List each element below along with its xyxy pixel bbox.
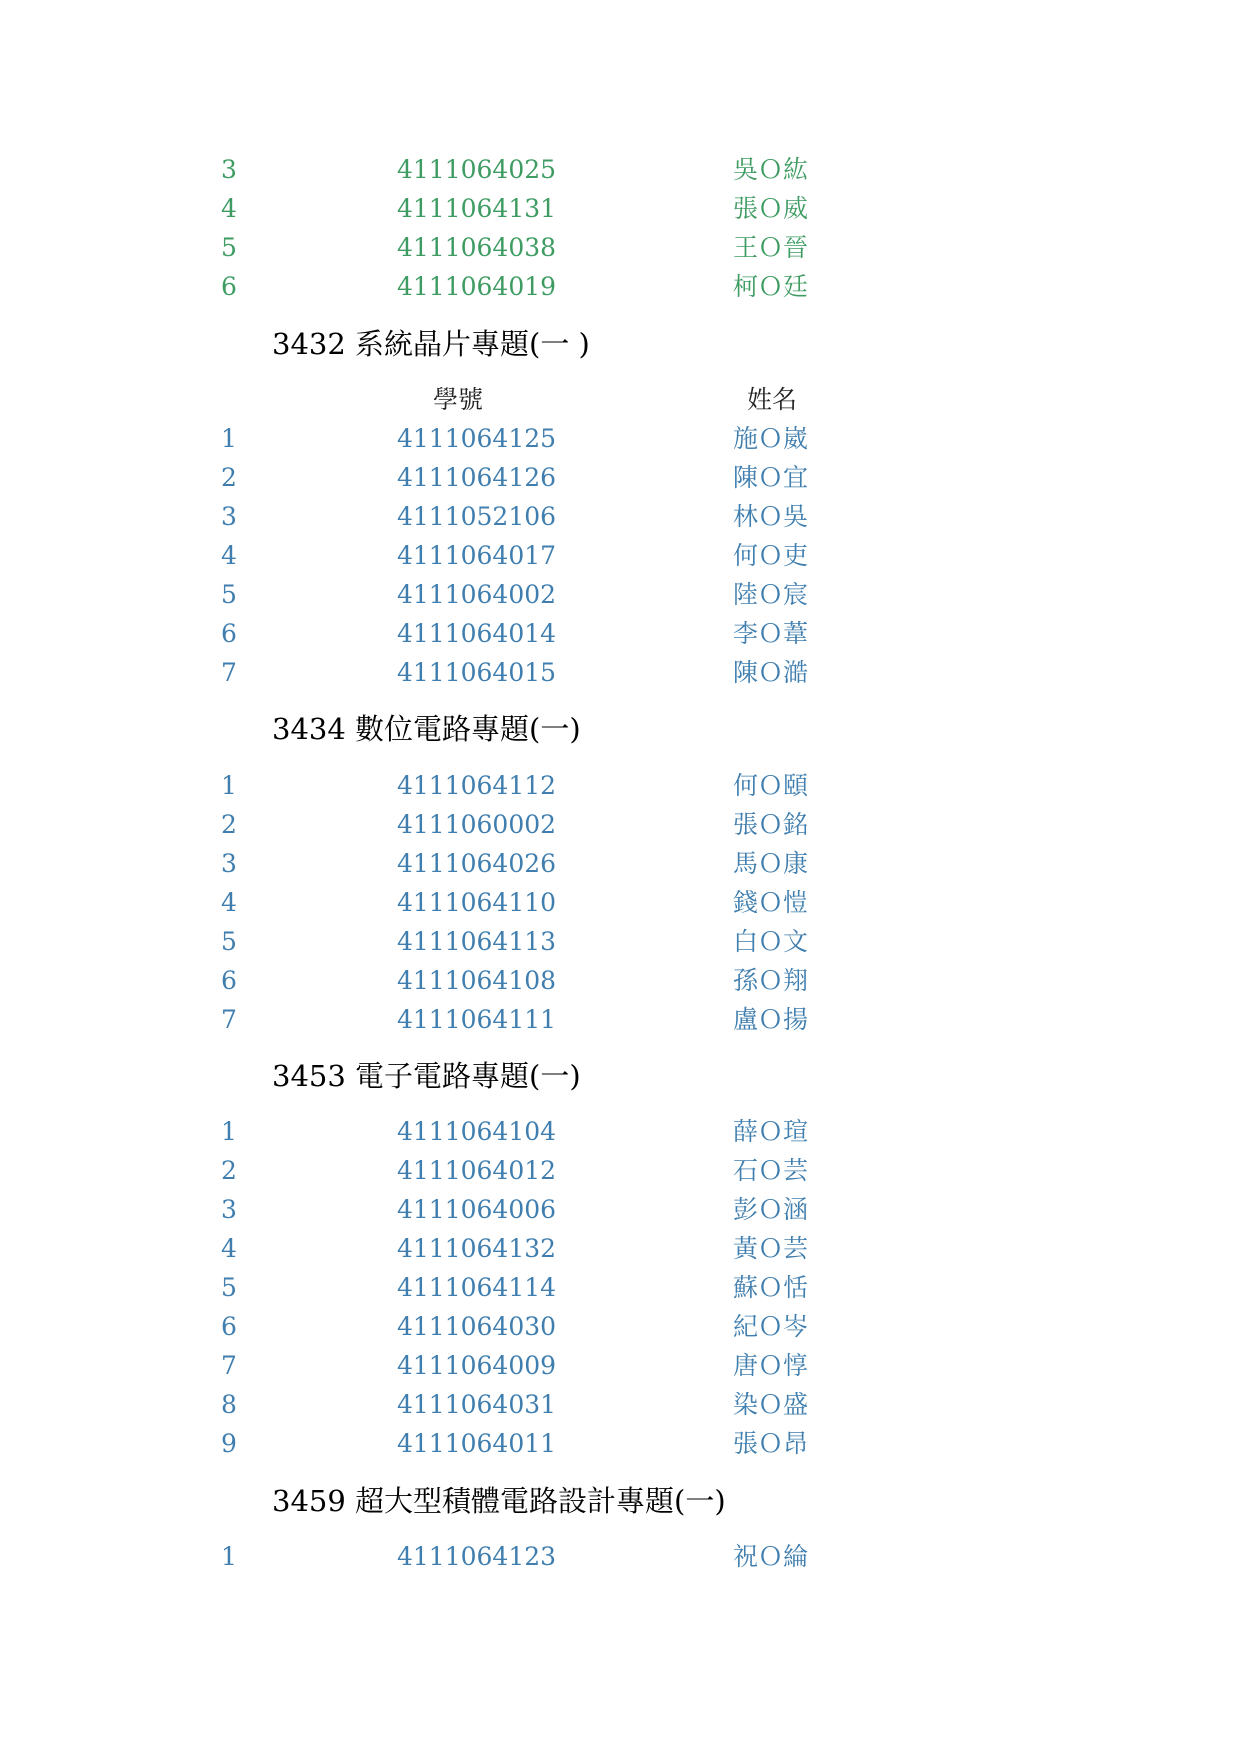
student-id: 4111060002 [397,810,557,839]
row-number: 7 [221,658,237,687]
row-number: 6 [221,619,237,648]
student-name: 唐Ｏ惇 [733,1351,809,1380]
list-item [0,150,1240,190]
student-name: 何Ｏ頤 [733,771,809,800]
student-name: 陳Ｏ宜 [733,463,809,492]
student-name: 染Ｏ盛 [733,1390,809,1419]
student-name: 孫Ｏ翔 [733,966,809,995]
student-id: 4111064113 [397,927,557,956]
list-item [0,1268,1240,1308]
list-item [0,1000,1240,1040]
student-id: 4111064012 [397,1156,557,1185]
student-id: 4111064038 [397,233,557,262]
student-id: 4111064019 [397,272,557,301]
section-title: 3453 電子電路專題(一) [272,1059,581,1093]
list-item [0,1537,1240,1577]
row-number: 4 [221,541,237,570]
row-number: 4 [221,194,237,223]
list-item [0,922,1240,962]
list-item [0,419,1240,459]
student-name: 白Ｏ文 [733,927,809,956]
student-name-header: 姓名 [747,385,798,414]
list-item [0,267,1240,307]
student-name: 林Ｏ吳 [733,502,809,531]
student-name: 李Ｏ葦 [733,619,809,648]
student-name: 蘇Ｏ恬 [733,1273,809,1302]
student-name: 祝Ｏ綸 [733,1542,809,1571]
student-id: 4111064111 [397,1005,557,1034]
list-item [0,1229,1240,1269]
student-id: 4111064025 [397,155,557,184]
student-id: 4111064108 [397,966,557,995]
list-item [0,844,1240,884]
row-number: 6 [221,1312,237,1341]
student-id: 4111064014 [397,619,557,648]
row-number: 2 [221,1156,237,1185]
student-id: 4111064026 [397,849,557,878]
student-name: 黃Ｏ芸 [733,1234,809,1263]
list-item [0,1424,1240,1464]
student-id: 4111064017 [397,541,557,570]
list-item [0,536,1240,576]
list-item [0,1346,1240,1386]
row-number: 8 [221,1390,237,1419]
row-number: 5 [221,927,237,956]
student-id: 4111064030 [397,1312,557,1341]
student-name: 陸Ｏ宸 [733,580,809,609]
list-item [0,1112,1240,1152]
row-number: 9 [221,1429,237,1458]
student-name: 張Ｏ威 [733,194,809,223]
list-item [0,1190,1240,1230]
list-item [0,1307,1240,1347]
student-id: 4111064031 [397,1390,557,1419]
student-name: 彭Ｏ涵 [733,1195,809,1224]
row-number: 3 [221,849,237,878]
student-id: 4111064131 [397,194,557,223]
row-number: 5 [221,1273,237,1302]
student-name: 盧Ｏ揚 [733,1005,809,1034]
row-number: 2 [221,463,237,492]
student-id: 4111064132 [397,1234,557,1263]
student-id: 4111064002 [397,580,557,609]
student-id: 4111064011 [397,1429,557,1458]
row-number: 3 [221,502,237,531]
student-id: 4111064015 [397,658,557,687]
student-id: 4111064110 [397,888,557,917]
row-number: 3 [221,155,237,184]
row-number: 7 [221,1005,237,1034]
student-id: 4111064009 [397,1351,557,1380]
student-name: 何Ｏ吏 [733,541,809,570]
list-item [0,1151,1240,1191]
student-name: 張Ｏ銘 [733,810,809,839]
row-number: 1 [221,424,237,453]
row-number: 1 [221,1542,237,1571]
student-id: 4111064125 [397,424,557,453]
row-number: 4 [221,1234,237,1263]
row-number: 2 [221,810,237,839]
student-name: 薛Ｏ瑄 [733,1117,809,1146]
row-number: 5 [221,233,237,262]
student-name: 張Ｏ昂 [733,1429,809,1458]
row-number: 7 [221,1351,237,1380]
student-name: 馬Ｏ康 [733,849,809,878]
row-number: 4 [221,888,237,917]
student-id: 4111064123 [397,1542,557,1571]
student-name: 紀Ｏ岑 [733,1312,809,1341]
list-item [0,497,1240,537]
list-item [0,961,1240,1001]
student-id: 4111064112 [397,771,557,800]
student-id: 4111064114 [397,1273,557,1302]
student-id: 4111064006 [397,1195,557,1224]
student-name: 柯Ｏ廷 [733,272,809,301]
row-number: 5 [221,580,237,609]
list-item [0,575,1240,615]
list-item [0,766,1240,806]
student-name: 錢Ｏ愷 [733,888,809,917]
row-number: 6 [221,272,237,301]
row-number: 3 [221,1195,237,1224]
list-item [0,614,1240,654]
table-header [0,380,1240,420]
student-name: 吳Ｏ紘 [733,155,809,184]
list-item [0,805,1240,845]
list-item [0,653,1240,693]
list-item [0,458,1240,498]
student-id: 4111064104 [397,1117,557,1146]
row-number: 6 [221,966,237,995]
list-item [0,883,1240,923]
student-id-header: 學號 [433,385,484,414]
section-title: 3432 系統晶片專題(一 ) [272,327,590,361]
student-name: 王Ｏ晉 [733,233,809,262]
student-name: 石Ｏ芸 [733,1156,809,1185]
section-title: 3459 超大型積體電路設計專題(一) [272,1484,726,1518]
list-item [0,189,1240,229]
row-number: 1 [221,771,237,800]
student-name: 施Ｏ崴 [733,424,809,453]
row-number: 1 [221,1117,237,1146]
student-id: 4111052106 [397,502,557,531]
student-name: 陳Ｏ澔 [733,658,809,687]
section-title: 3434 數位電路專題(一) [272,712,581,746]
list-item [0,228,1240,268]
list-item [0,1385,1240,1425]
student-id: 4111064126 [397,463,557,492]
